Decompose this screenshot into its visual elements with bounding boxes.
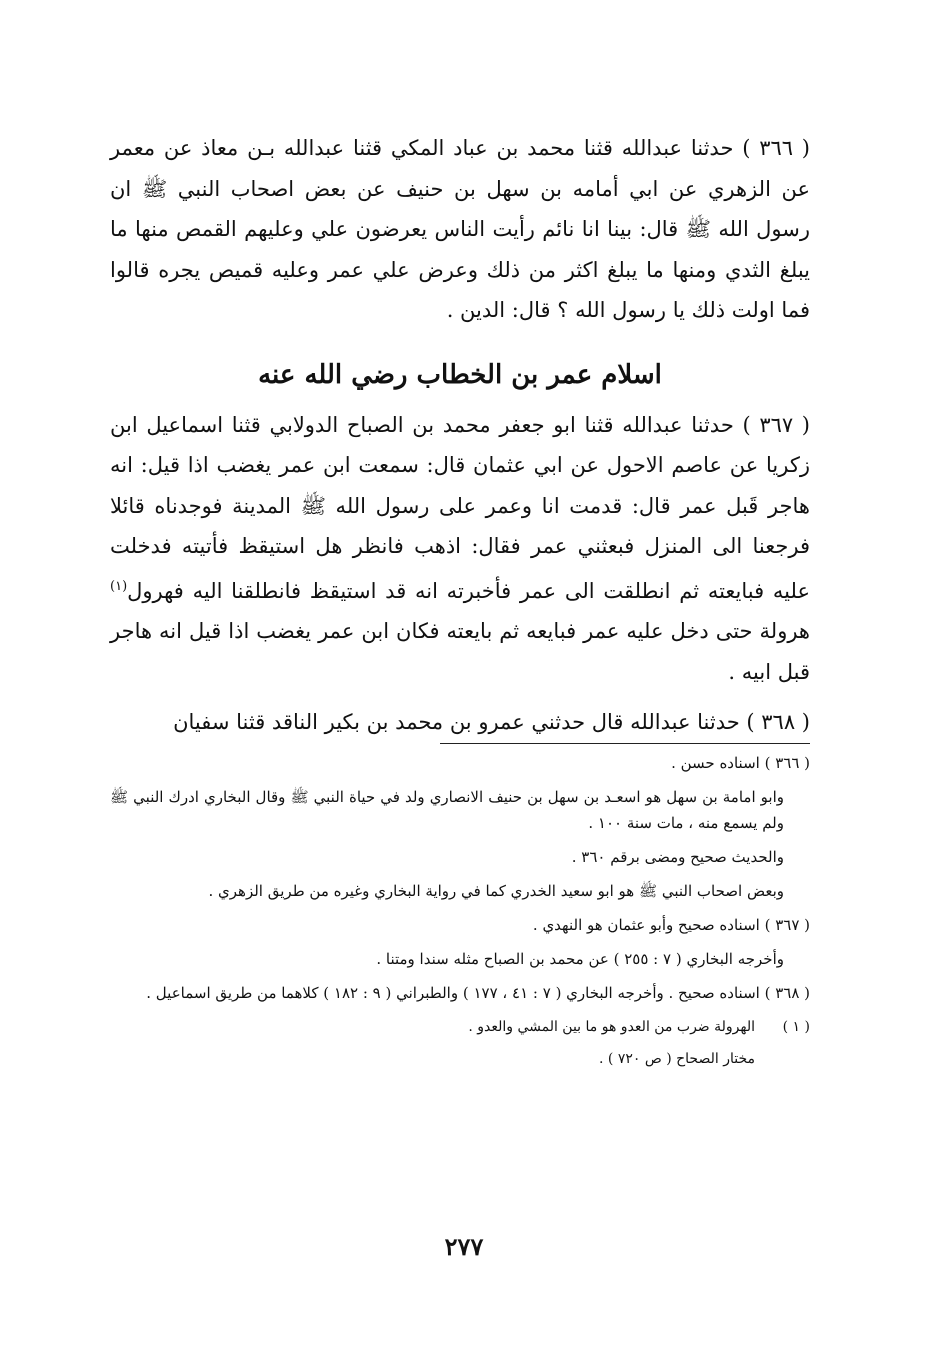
notes-divider	[440, 743, 810, 744]
hadith-367-continuation: هرولة حتى دخل عليه عمر فبايعه ثم بايعته فكان ابن عمر يغضب اذا قيل انه هاجر قبل ابيه .	[110, 619, 810, 684]
note-366-reference: والحديث صحيح ومضى برقم ٣٦٠ .	[571, 847, 784, 866]
hadith-368: ( ٣٦٨ ) حدثنا عبدالله قال حدثني عمرو بن محمد بن بكير الناقد قثنا سفيان	[173, 710, 810, 734]
hadith-366: ( ٣٦٦ ) حدثنا عبدالله قثنا محمد بن عباد المكي قثنا عبدالله بـن معاذ عن معمر عن الزهري عن ابي أمامه بن سهل بن حنيف عن بعض اصحاب النبي ﷺ ان رسول الله ﷺ قال: بينا انا نائم رأيت الناس يعرضون علي وعليهم القمص منها ما يبلغ الثدي ومنها ما يبلغ اكثر من ذلك وعرض علي عمر وعليه قميص يجره قالوا فما اولت ذلك يا رسول الله ؟ قال: الدين .	[110, 136, 811, 322]
footnote-1	[110, 1014, 810, 1040]
hadith-367-text: ( ٣٦٧ ) حدثنا عبدالله قثنا ابو جعفر محمد بن الصباح الدولابي قثنا اسماعيل ابن زكريا عن عاصم الاحول عن ابي عثمان قال: سمعت ابن عمر يغضب اذا قيل: انه هاجر قَبل عمر قال: قدمت انا وعمر على رسول الله ﷺ المدينة فوجدناه قائلا فرجعنا الى المنزل فبعثني عمر فقال: اذهب فانظر هل استيقظ فأتيته فدخلت عليه فبايعته ثم انطلقت الى عمر فأخبرته انه قد استيقظ فانطلقنا اليه فهرول	[110, 412, 810, 603]
note-367-isnad: ( ٣٦٧ ) اسناده صحيح وأبو عثمان هو النهدي .	[532, 915, 810, 934]
note-368-isnad: ( ٣٦٨ ) اسناده صحيح . وأخرجه البخاري ( ٧ : ٤١ ، ١٧٧ ) والطبراني ( ٩ : ١٨٢ ) كلاهما من طريق اسماعيل .	[146, 983, 810, 1002]
hadith-367	[110, 405, 810, 693]
note-366-narrator: وابو امامة بن سهل هو اسعـد بن سهل بن حنيف الانصاري ولد في حياة النبي ﷺ وقال البخاري ادرك النبي ﷺ ولم يسمع منه ، مات سنة ١٠٠ .	[110, 787, 784, 832]
section-title: اسلام عمر بن الخطاب رضي الله عنه	[258, 359, 662, 390]
footnote-mark: (١)	[110, 578, 128, 594]
footnote-source: مختار الصحاح ( ص ٧٢٠ ) .	[599, 1050, 755, 1067]
page-body	[110, 128, 810, 1072]
note-366-isnad: ( ٣٦٦ ) اسناده حسن .	[671, 753, 810, 772]
footnote-number: ( ١ )	[782, 1018, 810, 1035]
note-366-companion: وبعض اصحاب النبي ﷺ هو ابو سعيد الخدري كما في رواية البخاري وغيره من طريق الزهري .	[208, 881, 784, 900]
footnote-text: الهرولة ضرب من العدو هو ما بين المشي والعدو .	[468, 1018, 755, 1035]
page-number: ٢٧٧	[444, 1232, 484, 1261]
notes-section	[110, 750, 810, 1072]
note-367-bukhari: وأخرجه البخاري ( ٧ : ٢٥٥ ) عن محمد بن الصباح مثله سندا ومتنا .	[376, 949, 784, 968]
